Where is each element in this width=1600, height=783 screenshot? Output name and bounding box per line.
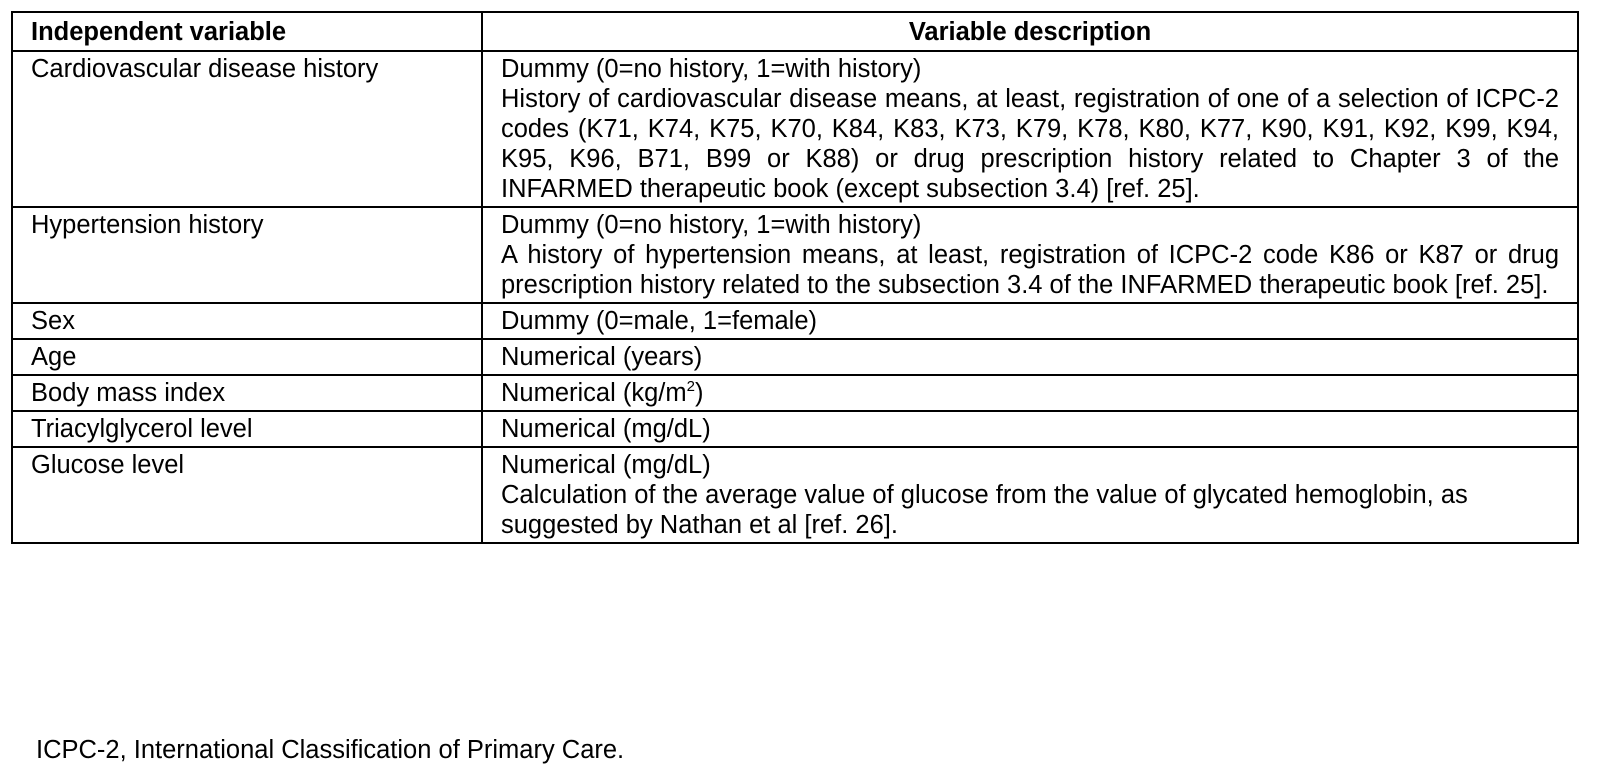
cell-description bbox=[482, 339, 1578, 375]
table-row bbox=[12, 51, 1578, 207]
cell-variable bbox=[12, 207, 482, 303]
variable-description-text: Calculation of the average value of glucose from the value of glycated hemoglobin, as suggested by Nathan et al [ref. 26]. bbox=[501, 481, 1468, 539]
cell-description bbox=[482, 303, 1578, 339]
superscript-exponent: 2 bbox=[686, 377, 695, 395]
variable-name: Sex bbox=[31, 307, 75, 335]
table-row bbox=[12, 375, 1578, 411]
table-header-row bbox=[12, 12, 1578, 51]
variable-type-prefix: Numerical (kg/m bbox=[501, 379, 687, 407]
variable-type: Numerical (years) bbox=[501, 343, 703, 371]
cell-variable bbox=[12, 411, 482, 447]
variable-name: Glucose level bbox=[31, 451, 185, 479]
variables-table bbox=[11, 11, 1579, 544]
cell-description bbox=[482, 447, 1578, 543]
variable-name: Hypertension history bbox=[31, 211, 264, 239]
table-row bbox=[12, 447, 1578, 543]
header-variable-description: Variable description bbox=[482, 12, 1578, 51]
variable-description-text: History of cardiovascular disease means, at least, registration of one of a selection of ICPC-2 codes (K71, K74, K75, K70, K84, K83, K73, K79, K78, K80, K77, K90, K91, K92, K99, K94, K95, K96, B71, B99 or K88) or drug prescription history related to Chapter 3 of the INFARMED therapeutic book (except subsection 3.4) [ref. 25]. bbox=[501, 85, 1559, 203]
cell-description bbox=[482, 375, 1578, 411]
variable-type: Dummy (0=no history, 1=with history) bbox=[501, 55, 922, 83]
variable-type: Numerical (mg/dL) bbox=[501, 415, 711, 443]
variable-name: Body mass index bbox=[31, 379, 226, 407]
variable-type-suffix: ) bbox=[694, 379, 704, 407]
cell-description bbox=[482, 51, 1578, 207]
variable-type: Numerical (mg/dL) bbox=[501, 451, 711, 479]
variable-name: Triacylglycerol level bbox=[31, 415, 253, 443]
variable-name: Cardiovascular disease history bbox=[31, 55, 379, 83]
table-row bbox=[12, 303, 1578, 339]
cell-variable bbox=[12, 447, 482, 543]
cell-variable bbox=[12, 339, 482, 375]
table-row bbox=[12, 411, 1578, 447]
cell-description bbox=[482, 207, 1578, 303]
variable-name: Age bbox=[31, 343, 77, 371]
variable-type bbox=[501, 378, 1559, 408]
variable-type: Dummy (0=male, 1=female) bbox=[501, 307, 818, 335]
cell-variable bbox=[12, 303, 482, 339]
table-footnote: ICPC-2, International Classification of Primary Care. bbox=[36, 736, 625, 764]
variable-type: Dummy (0=no history, 1=with history) bbox=[501, 211, 922, 239]
variables-table-container bbox=[11, 11, 1577, 544]
table-row bbox=[12, 339, 1578, 375]
variable-description-text: A history of hypertension means, at least, registration of ICPC-2 code K86 or K87 or drug prescription history related to the subsection 3.4 of the INFARMED therapeutic book [ref. 25]. bbox=[501, 241, 1559, 299]
cell-variable bbox=[12, 375, 482, 411]
table-row bbox=[12, 207, 1578, 303]
header-independent-variable: Independent variable bbox=[12, 12, 482, 51]
cell-description bbox=[482, 411, 1578, 447]
cell-variable bbox=[12, 51, 482, 207]
